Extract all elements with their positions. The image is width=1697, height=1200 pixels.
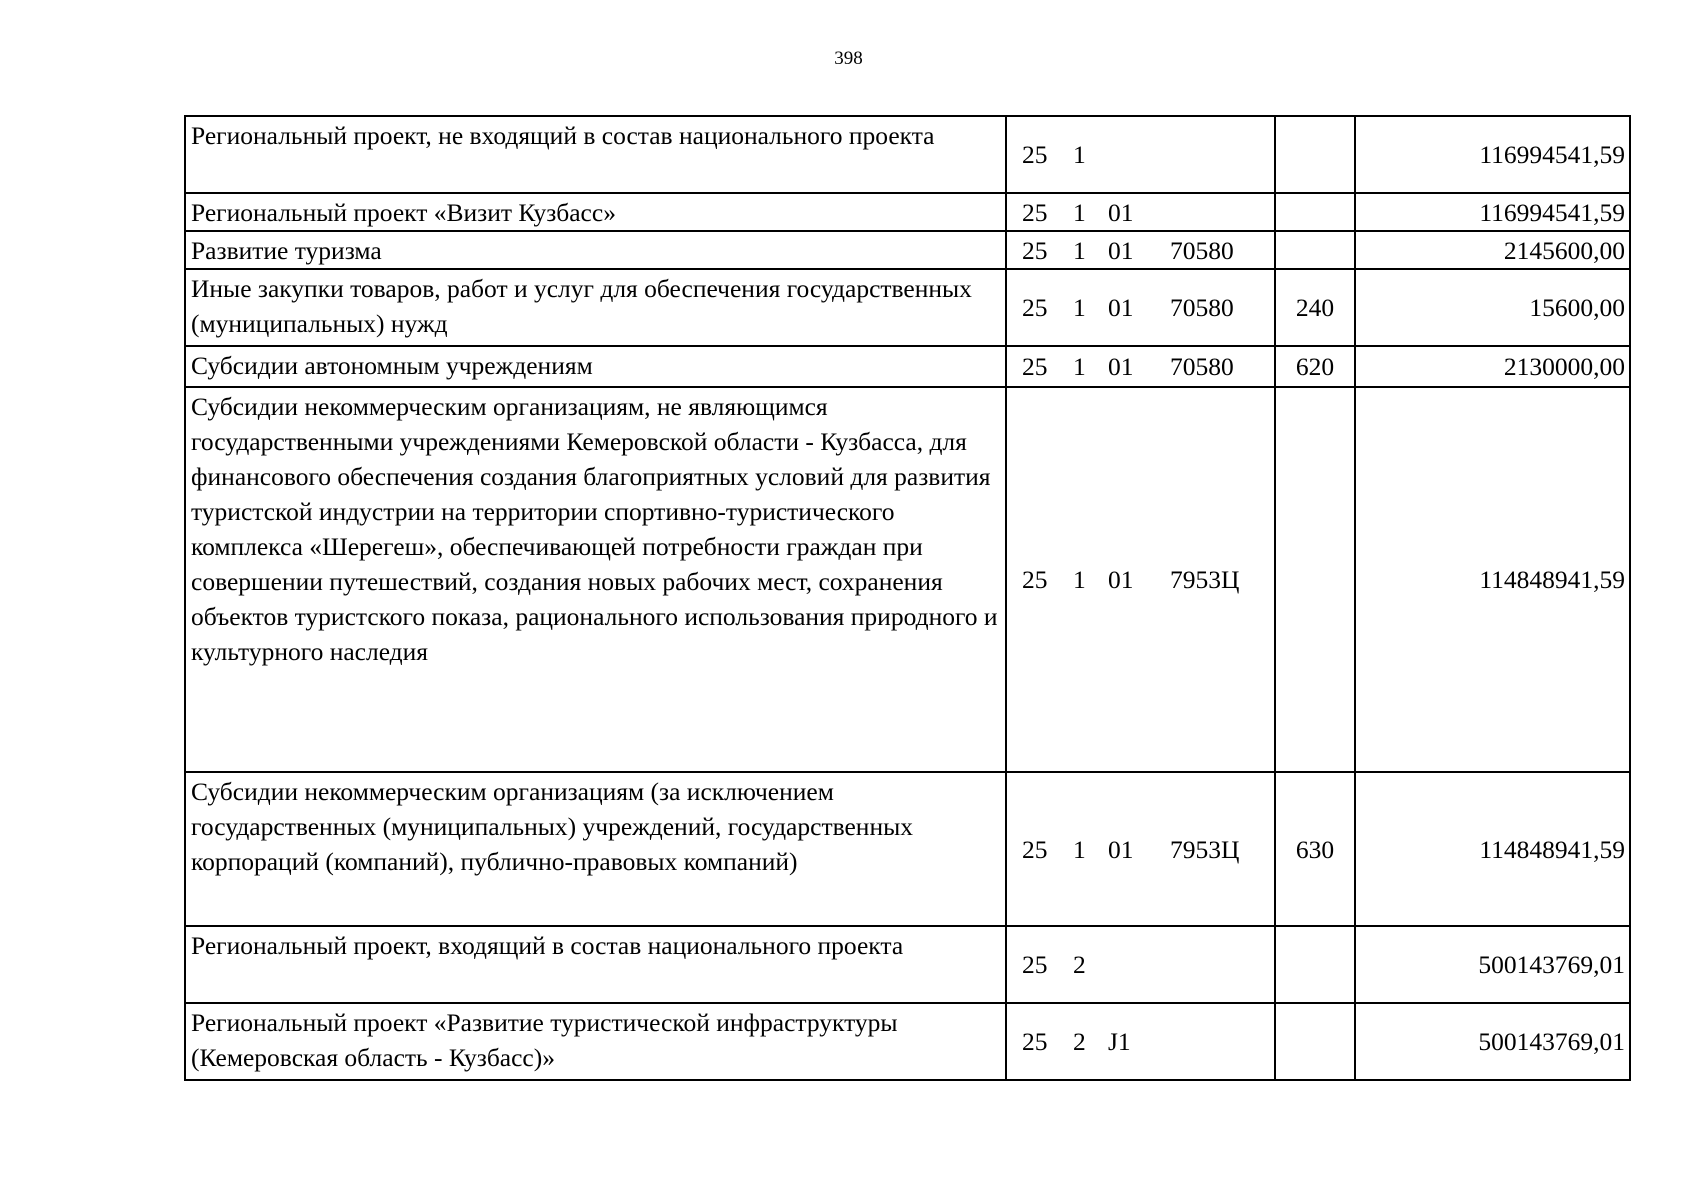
budget-table [184, 115, 1631, 1081]
project-code: 01 [1108, 834, 1134, 864]
project-code: 01 [1108, 565, 1134, 594]
amount-value: 500143769,01 [1355, 926, 1630, 1003]
page-number: 398 [834, 48, 863, 69]
program-code: 25 [1022, 293, 1048, 322]
row-description: Развитие туризма [185, 231, 1006, 269]
direction-code: 70580 [1170, 352, 1234, 381]
direction-code: 70580 [1170, 235, 1234, 265]
expense-type-code [1275, 231, 1355, 269]
row-description: Субсидии некоммерческим организациям, не являющимся государственными учреждениями Кемеровской области - Кузбасса, для финансового обеспечения создания благоприятных условий для развития туристской индустрии на территории спортивно-туристического комплекса «Шерегеш», обеспечивающей потребности граждан при совершении путешествий, создания новых рабочих мест, сохранения объектов туристского показа, рационального использования природного и культурного наследия [185, 387, 1006, 772]
program-code-cell [1006, 387, 1275, 772]
direction-code: 7953Ц [1170, 565, 1240, 594]
row-description: Региональный проект «Визит Кузбасс» [185, 193, 1006, 231]
subprogram-code: 1 [1073, 197, 1086, 227]
amount-value: 114848941,59 [1355, 387, 1630, 772]
table-row [185, 926, 1630, 1003]
expense-type-code: 630 [1275, 772, 1355, 926]
program-code: 25 [1022, 140, 1048, 169]
amount-value: 500143769,01 [1355, 1003, 1630, 1080]
amount-value: 114848941,59 [1355, 772, 1630, 926]
row-description: Региональный проект, входящий в состав национального проекта [185, 926, 1006, 1003]
table-row [185, 269, 1630, 346]
amount-value: 2130000,00 [1355, 346, 1630, 387]
expense-type-code: 240 [1275, 269, 1355, 346]
expense-type-code [1275, 926, 1355, 1003]
project-code: 01 [1108, 352, 1134, 381]
subprogram-code: 1 [1073, 140, 1086, 169]
program-code: 25 [1022, 565, 1048, 594]
program-code: 25 [1022, 834, 1048, 864]
program-code-cell [1006, 926, 1275, 1003]
program-code: 25 [1022, 235, 1048, 265]
subprogram-code: 2 [1073, 1027, 1086, 1056]
expense-type-code [1275, 1003, 1355, 1080]
amount-value: 2145600,00 [1355, 231, 1630, 269]
row-description: Субсидии некоммерческим организациям (за исключением государственных (муниципальных) учреждений, государственных корпораций (компаний), публично-правовых компаний) [185, 772, 1006, 926]
table-row [185, 346, 1630, 387]
expense-type-code [1275, 193, 1355, 231]
direction-code: 7953Ц [1170, 834, 1240, 864]
amount-value: 116994541,59 [1355, 116, 1630, 193]
subprogram-code: 1 [1073, 834, 1086, 864]
program-code-cell [1006, 772, 1275, 926]
project-code: J1 [1108, 1027, 1131, 1056]
direction-code: 70580 [1170, 293, 1234, 322]
subprogram-code: 2 [1073, 950, 1086, 979]
program-code-cell [1006, 346, 1275, 387]
project-code: 01 [1108, 235, 1134, 265]
project-code: 01 [1108, 197, 1134, 227]
expense-type-code: 620 [1275, 346, 1355, 387]
table-row [185, 231, 1630, 269]
expense-type-code [1275, 116, 1355, 193]
row-description: Субсидии автономным учреждениям [185, 346, 1006, 387]
subprogram-code: 1 [1073, 352, 1086, 381]
program-code: 25 [1022, 197, 1048, 227]
row-description: Иные закупки товаров, работ и услуг для обеспечения государственных (муниципальных) нужд [185, 269, 1006, 346]
program-code-cell [1006, 1003, 1275, 1080]
program-code: 25 [1022, 950, 1048, 979]
row-description: Региональный проект, не входящий в состав национального проекта [185, 116, 1006, 193]
program-code-cell [1006, 269, 1275, 346]
amount-value: 15600,00 [1355, 269, 1630, 346]
table-row [185, 772, 1630, 926]
program-code: 25 [1022, 352, 1048, 381]
subprogram-code: 1 [1073, 565, 1086, 594]
program-code-cell [1006, 193, 1275, 231]
row-description: Региональный проект «Развитие туристической инфраструктуры (Кемеровская область - Кузбасс)» [185, 1003, 1006, 1080]
project-code: 01 [1108, 293, 1134, 322]
program-code-cell [1006, 231, 1275, 269]
expense-type-code [1275, 387, 1355, 772]
program-code-cell [1006, 116, 1275, 193]
table-row [185, 116, 1630, 193]
program-code: 25 [1022, 1027, 1048, 1056]
subprogram-code: 1 [1073, 235, 1086, 265]
amount-value: 116994541,59 [1355, 193, 1630, 231]
subprogram-code: 1 [1073, 293, 1086, 322]
table-row [185, 387, 1630, 772]
table-row [185, 1003, 1630, 1080]
table-row [185, 193, 1630, 231]
